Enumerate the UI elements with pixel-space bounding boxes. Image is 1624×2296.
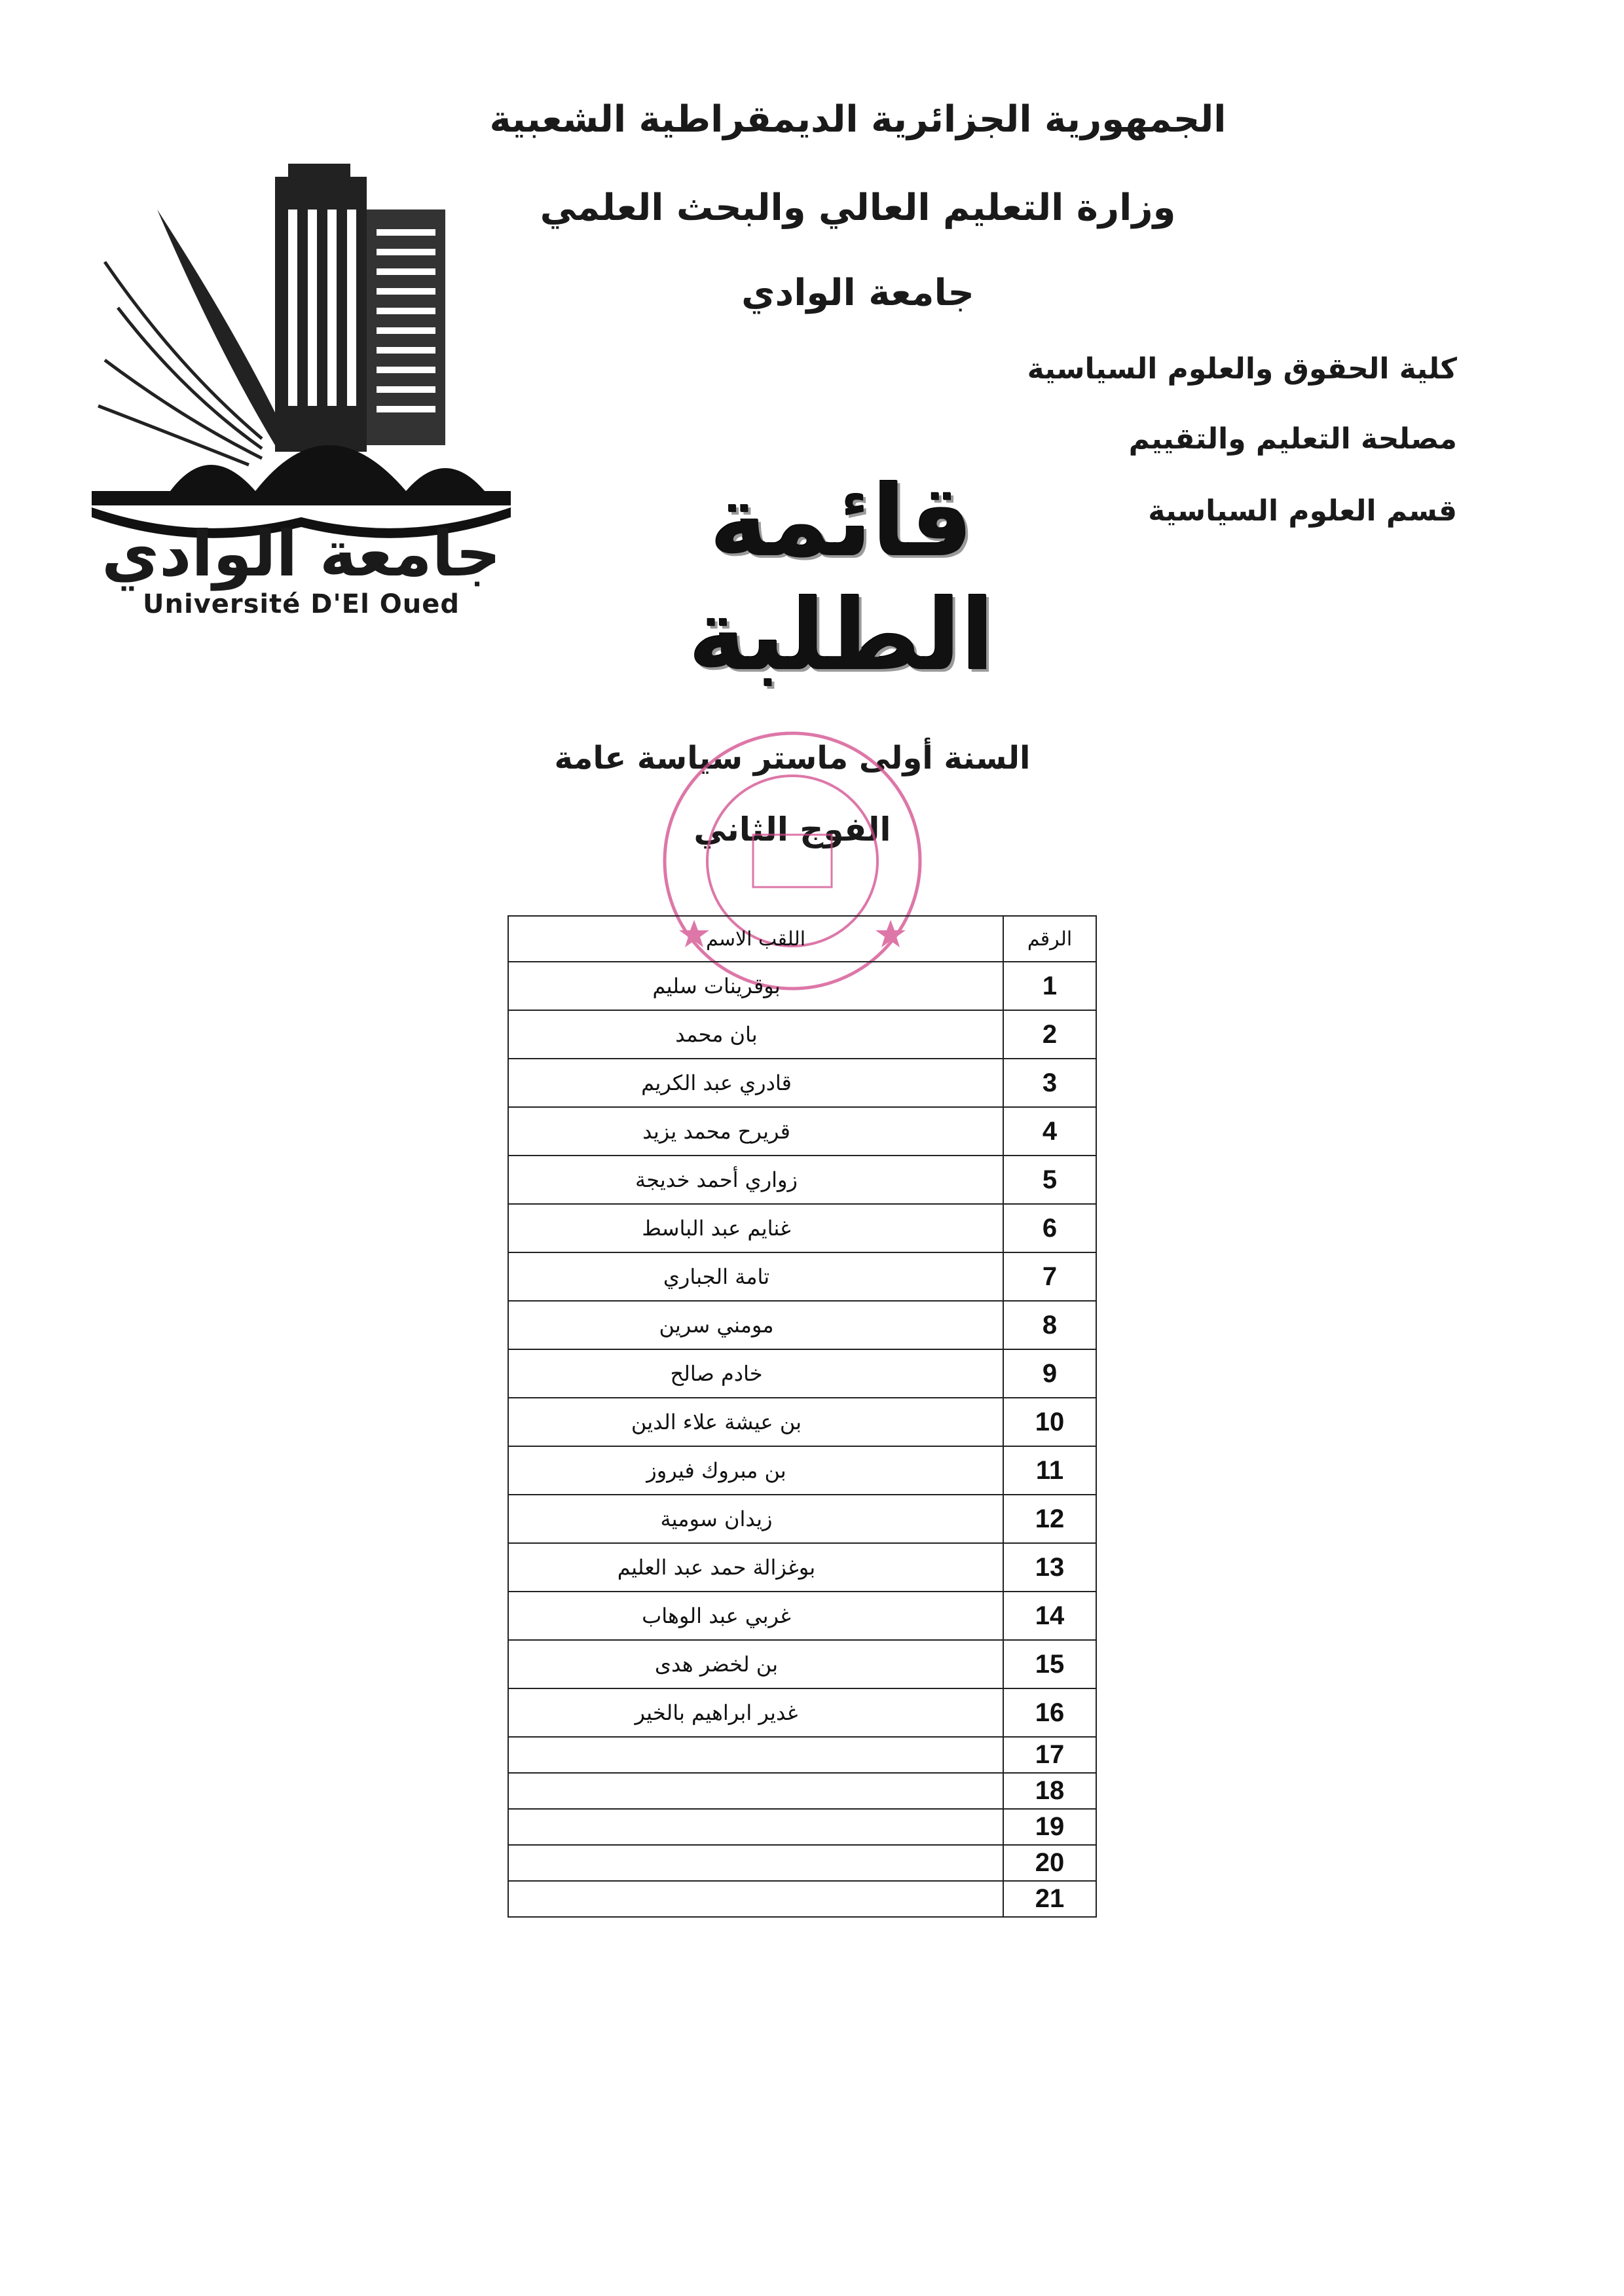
- page-title: قائمة الطلبة: [688, 465, 995, 693]
- table-header-row: [508, 916, 1096, 962]
- row-student-name: غربي عبد الوهاب: [508, 1592, 1003, 1640]
- row-student-name: [508, 1809, 1003, 1845]
- table-row: [508, 1301, 1096, 1349]
- row-number: 2: [1003, 1010, 1096, 1059]
- row-student-name: [508, 1881, 1003, 1917]
- table-row: [508, 1543, 1096, 1592]
- table-row: [508, 1881, 1096, 1917]
- row-number: 15: [1003, 1640, 1096, 1688]
- row-number: 10: [1003, 1398, 1096, 1446]
- row-number: 4: [1003, 1107, 1096, 1156]
- table-row: [508, 1495, 1096, 1543]
- row-number: 21: [1003, 1881, 1096, 1917]
- row-student-name: قادري عبد الكريم: [508, 1059, 1003, 1107]
- row-student-name: بن مبروك فيروز: [508, 1446, 1003, 1495]
- row-student-name: غنايم عبد الباسط: [508, 1204, 1003, 1252]
- row-student-name: زواري أحمد خديجة: [508, 1156, 1003, 1204]
- row-number: 14: [1003, 1592, 1096, 1640]
- row-student-name: خادم صالح: [508, 1349, 1003, 1398]
- row-student-name: [508, 1737, 1003, 1773]
- group-label: الفوج الثاني: [693, 811, 891, 848]
- table-row: [508, 1845, 1096, 1881]
- table-row: [508, 1446, 1096, 1495]
- row-student-name: بان محمد: [508, 1010, 1003, 1059]
- table-row: [508, 1809, 1096, 1845]
- year-label: السنة أولى ماستر سياسة عامة: [554, 740, 1031, 776]
- table-row: [508, 1156, 1096, 1204]
- table-row: [508, 1204, 1096, 1252]
- table-row: [508, 1592, 1096, 1640]
- row-student-name: بن عيشة علاء الدين: [508, 1398, 1003, 1446]
- students-table: [507, 915, 1097, 1918]
- table-row: [508, 1398, 1096, 1446]
- row-number: 19: [1003, 1809, 1096, 1845]
- row-student-name: بوغزالة حمد عبد العليم: [508, 1543, 1003, 1592]
- logo-arabic-name: جامعة الوادي: [101, 517, 501, 591]
- row-student-name: [508, 1773, 1003, 1809]
- table-row: [508, 1059, 1096, 1107]
- table-row: [508, 1640, 1096, 1688]
- row-number: 18: [1003, 1773, 1096, 1809]
- service-label: مصلحة التعليم والتقييم: [1128, 422, 1457, 456]
- row-number: 9: [1003, 1349, 1096, 1398]
- table-row: [508, 1107, 1096, 1156]
- header-name: اللقب الاسم: [508, 916, 1003, 962]
- row-number: 11: [1003, 1446, 1096, 1495]
- row-number: 17: [1003, 1737, 1096, 1773]
- table-row: [508, 962, 1096, 1010]
- faculty-label: كلية الحقوق والعلوم السياسية: [1027, 352, 1457, 386]
- row-number: 5: [1003, 1156, 1096, 1204]
- table-row: [508, 1010, 1096, 1059]
- logo-french-name: Université D'El Oued: [143, 589, 460, 619]
- header-number: الرقم: [1003, 916, 1096, 962]
- row-student-name: غدير ابراهيم بالخير: [508, 1688, 1003, 1737]
- row-number: 16: [1003, 1688, 1096, 1737]
- table-row: [508, 1773, 1096, 1809]
- republic-heading: الجمهورية الجزائرية الديمقراطية الشعبية: [489, 98, 1227, 141]
- table-row: [508, 1688, 1096, 1737]
- row-number: 6: [1003, 1204, 1096, 1252]
- row-number: 13: [1003, 1543, 1096, 1592]
- table-row: [508, 1252, 1096, 1301]
- row-number: 7: [1003, 1252, 1096, 1301]
- row-student-name: [508, 1845, 1003, 1881]
- department-label: قسم العلوم السياسية: [1148, 494, 1457, 528]
- ministry-heading: وزارة التعليم العالي والبحث العلمي: [540, 187, 1176, 229]
- row-number: 8: [1003, 1301, 1096, 1349]
- row-number: 1: [1003, 962, 1096, 1010]
- row-number: 3: [1003, 1059, 1096, 1107]
- row-student-name: تامة الجباري: [508, 1252, 1003, 1301]
- university-heading: جامعة الوادي: [741, 272, 974, 314]
- row-number: 12: [1003, 1495, 1096, 1543]
- table-row: [508, 1737, 1096, 1773]
- table-row: [508, 1349, 1096, 1398]
- row-student-name: زيدان سومية: [508, 1495, 1003, 1543]
- row-student-name: بوقرينات سليم: [508, 962, 1003, 1010]
- row-student-name: قريرح محمد يزيد: [508, 1107, 1003, 1156]
- row-student-name: مومني سرين: [508, 1301, 1003, 1349]
- row-student-name: بن لخضر هدى: [508, 1640, 1003, 1688]
- row-number: 20: [1003, 1845, 1096, 1881]
